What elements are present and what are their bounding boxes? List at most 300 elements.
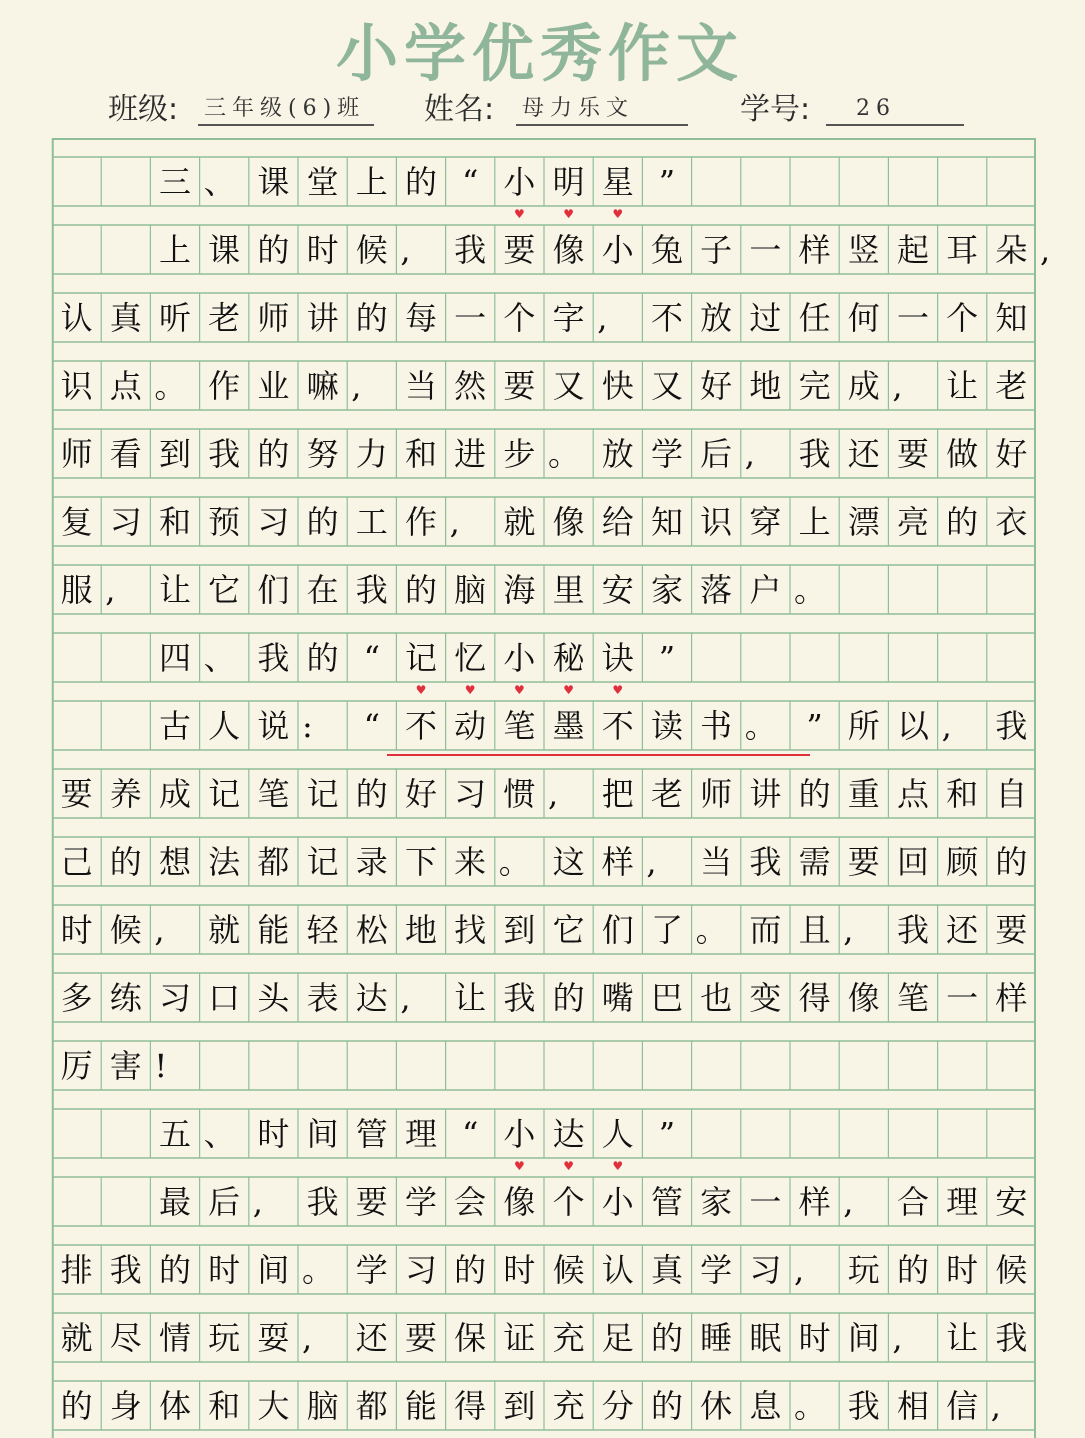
- grid-character: 和: [946, 775, 979, 813]
- grid-character: 后: [208, 1183, 241, 1221]
- grid-character: 练: [109, 979, 142, 1017]
- grid-character: 识: [700, 503, 733, 541]
- grid-character: 、: [203, 163, 236, 201]
- grid-character: ,: [1040, 231, 1051, 269]
- grid-character: 就: [208, 911, 241, 949]
- grid-character: 步: [503, 435, 536, 473]
- grid-character: 的: [404, 571, 437, 609]
- grid-character: 信: [946, 1387, 979, 1425]
- grid-character: 我: [454, 231, 487, 269]
- grid-character: 得: [454, 1387, 487, 1425]
- grid-character: 作: [208, 367, 241, 405]
- grid-character: 人: [601, 1115, 634, 1153]
- grid-character: 样: [798, 231, 831, 269]
- grid-character: 学: [355, 1251, 388, 1289]
- grid-character: 又: [552, 367, 585, 405]
- grid-character: 己: [60, 843, 93, 881]
- grid-character: ,: [843, 1183, 854, 1221]
- grid-character: 衣: [995, 503, 1028, 541]
- grid-character: ,: [400, 979, 411, 1017]
- grid-character: 、: [203, 1115, 236, 1153]
- grid-character: 何: [847, 299, 880, 337]
- grid-character: 三: [158, 163, 191, 201]
- grid-character: 像: [847, 979, 880, 1017]
- grid-character: 师: [257, 299, 290, 337]
- grid-character: 想: [158, 843, 191, 881]
- grid-character: 不: [650, 299, 683, 337]
- grid-character: 户: [749, 571, 782, 609]
- grid-character: 变: [749, 979, 782, 1017]
- grid-character: 证: [503, 1319, 536, 1357]
- grid-character: 我: [798, 435, 831, 473]
- grid-character: 充: [552, 1387, 585, 1425]
- grid-character: 朵: [995, 231, 1028, 269]
- grid-character: 讲: [306, 299, 339, 337]
- grid-character: 所: [847, 707, 880, 745]
- grid-character: 到: [503, 1387, 536, 1425]
- grid-character: 最: [158, 1183, 191, 1221]
- grid-character: 墨: [552, 707, 585, 745]
- grid-character: 好: [995, 435, 1028, 473]
- grid-character: 脑: [306, 1387, 339, 1425]
- grid-character: 的: [60, 1387, 93, 1425]
- grid-character: 的: [454, 1251, 487, 1289]
- grid-character: 要: [503, 231, 536, 269]
- grid-character: 课: [208, 231, 241, 269]
- grid-character: 的: [306, 639, 339, 677]
- grid-character: 还: [355, 1319, 388, 1357]
- grid-character: 。: [794, 1387, 827, 1425]
- grid-character: 这: [552, 843, 585, 881]
- grid-character: 笔: [896, 979, 929, 1017]
- grid-character: 耍: [257, 1319, 290, 1357]
- grid-character: 到: [503, 911, 536, 949]
- grid-character: 的: [650, 1319, 683, 1357]
- grid-character: 录: [355, 843, 388, 881]
- grid-character: 的: [404, 163, 437, 201]
- grid-character: 家: [700, 1183, 733, 1221]
- grid-character: 家: [650, 571, 683, 609]
- grid-character: ,: [154, 911, 165, 949]
- grid-character: 记: [306, 843, 339, 881]
- grid-character: 记: [306, 775, 339, 813]
- grid-character: 能: [257, 911, 290, 949]
- grid-character: 学: [700, 1251, 733, 1289]
- grid-character: 和: [404, 435, 437, 473]
- grid-character: 放: [601, 435, 634, 473]
- grid-character: 认: [60, 299, 93, 337]
- quote-underline: [387, 754, 810, 756]
- heart-mark-icon: ♥: [514, 207, 525, 221]
- grid-character: 地: [404, 911, 437, 949]
- grid-character: 记: [404, 639, 437, 677]
- grid-character: 的: [946, 503, 979, 541]
- grid-character: 达: [552, 1115, 585, 1153]
- grid-character: 我: [355, 571, 388, 609]
- grid-character: 力: [355, 435, 388, 473]
- grid-character: 完: [798, 367, 831, 405]
- grid-character: 把: [601, 775, 634, 813]
- grid-character: 字: [552, 299, 585, 337]
- grid-character: 像: [503, 1183, 536, 1221]
- grid-character: 睡: [700, 1319, 733, 1357]
- grid-character: 成: [847, 367, 880, 405]
- grid-character: 需: [798, 843, 831, 881]
- grid-character: 的: [896, 1251, 929, 1289]
- heart-mark-icon: ♥: [514, 683, 525, 697]
- grid-character: 要: [896, 435, 929, 473]
- grid-character: 间: [847, 1319, 880, 1357]
- grid-character: 要: [503, 367, 536, 405]
- grid-character: 习: [404, 1251, 437, 1289]
- grid-character: 个: [552, 1183, 585, 1221]
- grid-character: 不: [601, 707, 634, 745]
- grid-character: 我: [503, 979, 536, 1017]
- grid-character: 我: [208, 435, 241, 473]
- grid-character: 和: [158, 503, 191, 541]
- grid-character: 动: [454, 707, 487, 745]
- grid-character: 复: [60, 503, 93, 541]
- grid-character: “: [462, 1115, 479, 1153]
- page-title: 小学优秀作文: [335, 17, 744, 90]
- grid-character: 起: [896, 231, 929, 269]
- grid-character: 五: [158, 1115, 191, 1153]
- grid-character: 像: [552, 503, 585, 541]
- grid-character: 真: [109, 299, 142, 337]
- grid-character: ,: [351, 367, 362, 405]
- grid-character: 们: [257, 571, 290, 609]
- grid-character: 小: [601, 231, 634, 269]
- grid-character: 还: [847, 435, 880, 473]
- grid-character: ,: [941, 707, 952, 745]
- grid-character: 点: [109, 367, 142, 405]
- grid-character: ,: [105, 571, 116, 609]
- grid-character: 业: [257, 367, 290, 405]
- grid-character: 它: [552, 911, 585, 949]
- grid-character: 漂: [847, 503, 880, 541]
- grid-character: 表: [306, 979, 339, 1017]
- grid-character: 也: [700, 979, 733, 1017]
- grid-character: 。: [154, 367, 187, 405]
- grid-character: 厉: [60, 1047, 93, 1085]
- name-field: 母力乐文: [516, 92, 688, 126]
- grid-character: 间: [257, 1251, 290, 1289]
- grid-character: 读: [650, 707, 683, 745]
- writing-grid-paper: [52, 138, 1051, 1438]
- grid-character: ”: [658, 639, 676, 677]
- grid-character: “: [462, 163, 479, 201]
- grid-character: 老: [650, 775, 683, 813]
- grid-character: 就: [503, 503, 536, 541]
- grid-character: 时: [208, 1251, 241, 1289]
- grid-character: 就: [60, 1319, 93, 1357]
- grid-character: ,: [548, 775, 559, 813]
- grid-character: 达: [355, 979, 388, 1017]
- grid-character: 来: [454, 843, 487, 881]
- heart-mark-icon: ♥: [563, 1159, 574, 1173]
- grid-character: 轻: [306, 911, 339, 949]
- grid-character: 样: [995, 979, 1028, 1017]
- grid-character: 又: [650, 367, 683, 405]
- grid-character: 自: [995, 775, 1028, 813]
- grid-character: 工: [355, 503, 388, 541]
- grid-character: 。: [302, 1251, 335, 1289]
- grid-character: 。: [695, 911, 728, 949]
- grid-character: 子: [700, 231, 733, 269]
- heart-mark-icon: ♥: [415, 683, 427, 697]
- grid-character: ,: [843, 911, 854, 949]
- grid-character: 忆: [454, 639, 487, 677]
- grid-character: 诀: [601, 639, 634, 677]
- grid-character: 说: [257, 707, 290, 745]
- student-number-field: 26: [826, 92, 964, 126]
- grid-character: 得: [798, 979, 831, 1017]
- grid-character: 要: [404, 1319, 437, 1357]
- grid-character: 个: [503, 299, 536, 337]
- grid-character: 耳: [946, 231, 979, 269]
- grid-character: 间: [306, 1115, 339, 1153]
- grid-character: ”: [806, 707, 823, 745]
- grid-character: 知: [995, 299, 1028, 337]
- grid-character: 时: [946, 1251, 979, 1289]
- grid-character: ”: [658, 163, 676, 201]
- grid-character: 的: [257, 435, 290, 473]
- grid-character: 知: [650, 503, 683, 541]
- grid-character: 书: [700, 707, 733, 745]
- grid-character: 分: [601, 1387, 634, 1425]
- grid-character: 、: [203, 639, 236, 677]
- grid-character: 候: [995, 1251, 1028, 1289]
- grid-character: 习: [109, 503, 142, 541]
- grid-character: 后: [700, 435, 733, 473]
- grid-character: 我: [306, 1183, 339, 1221]
- grid-character: 玩: [208, 1319, 241, 1357]
- grid-character: 让: [946, 367, 979, 405]
- grid-character: 落: [700, 571, 733, 609]
- grid-character: “: [363, 707, 380, 745]
- grid-character: 好: [404, 775, 437, 813]
- grid-character: 成: [158, 775, 191, 813]
- grid-character: 小: [503, 639, 536, 677]
- grid-character: ,: [744, 435, 755, 473]
- grid-character: 服: [60, 571, 93, 609]
- grid-character: ”: [658, 1115, 676, 1153]
- grid-character: 顾: [946, 843, 979, 881]
- grid-character: 海: [503, 571, 536, 609]
- grid-character: 师: [60, 435, 93, 473]
- heart-mark-icon: ♥: [514, 1159, 525, 1173]
- grid-character: 每: [404, 299, 437, 337]
- grid-character: 地: [749, 367, 782, 405]
- grid-character: 做: [946, 435, 979, 473]
- grid-character: 下: [404, 843, 437, 881]
- grid-character: 穿: [749, 503, 782, 541]
- grid-character: 上: [355, 163, 388, 201]
- grid-character: 让: [946, 1319, 979, 1357]
- grid-character: 四: [158, 639, 191, 677]
- grid-character: 的: [257, 231, 290, 269]
- grid-character: 安: [601, 571, 634, 609]
- grid-character: 要: [60, 775, 93, 813]
- grid-character: 尽: [109, 1319, 142, 1357]
- grid-character: 保: [454, 1319, 487, 1357]
- grid-character: 在: [306, 571, 339, 609]
- heart-mark-icon: ♥: [563, 683, 574, 697]
- grid-character: 堂: [306, 163, 339, 201]
- grid-character: 作: [404, 503, 437, 541]
- grid-character: 到: [158, 435, 191, 473]
- grid-character: “: [363, 639, 380, 677]
- grid-character: 个: [946, 299, 979, 337]
- grid-character: 一: [454, 299, 487, 337]
- grid-character: 秘: [552, 639, 585, 677]
- grid-character: 师: [700, 775, 733, 813]
- grid-character: 的: [158, 1251, 191, 1289]
- grid-character: 都: [257, 843, 290, 881]
- grid-character: 和: [208, 1387, 241, 1425]
- grid-character: 玩: [847, 1251, 880, 1289]
- heart-mark-icon: ♥: [612, 1159, 624, 1173]
- grid-character: 一: [946, 979, 979, 1017]
- grid-character: 理: [946, 1183, 979, 1221]
- grid-character: 时: [306, 231, 339, 269]
- grid-character: 听: [158, 299, 191, 337]
- grid-character: 能: [404, 1387, 437, 1425]
- grid-character: 时: [60, 911, 93, 949]
- grid-character: 嘴: [601, 979, 634, 1017]
- grid-character: 的: [109, 843, 142, 881]
- grid-character: 小: [601, 1183, 634, 1221]
- grid-character: 相: [896, 1387, 929, 1425]
- grid-character: 找: [454, 911, 487, 949]
- heart-mark-icon: ♥: [612, 207, 624, 221]
- grid-character: ,: [400, 231, 411, 269]
- grid-character: 休: [700, 1387, 733, 1425]
- grid-character: 样: [601, 843, 634, 881]
- grid-character: 课: [257, 163, 290, 201]
- grid-character: 样: [798, 1183, 831, 1221]
- grid-character: 看: [109, 435, 142, 473]
- heart-mark-icon: ♥: [563, 207, 574, 221]
- grid-character: ,: [252, 1183, 263, 1221]
- grid-character: :: [302, 707, 313, 745]
- grid-character: 我: [995, 1319, 1028, 1357]
- grid-character: 我: [995, 707, 1028, 745]
- grid-character: 老: [208, 299, 241, 337]
- grid-character: 的: [355, 299, 388, 337]
- grid-character: 了: [650, 911, 683, 949]
- grid-character: 然: [454, 367, 487, 405]
- grid-character: 害: [109, 1047, 142, 1085]
- grid-character: 管: [355, 1115, 388, 1153]
- grid-character: 古: [158, 707, 191, 745]
- grid-character: 小: [503, 163, 536, 201]
- grid-character: ,: [302, 1319, 313, 1357]
- grid-character: 讲: [749, 775, 782, 813]
- grid-character: 时: [503, 1251, 536, 1289]
- grid-character: 大: [257, 1387, 290, 1425]
- grid-character: 过: [749, 299, 782, 337]
- grid-character: 头: [257, 979, 290, 1017]
- grid-character: 巴: [650, 979, 683, 1017]
- grid-character: 。: [794, 571, 827, 609]
- grid-character: 足: [601, 1319, 634, 1357]
- grid-character: 进: [454, 435, 487, 473]
- grid-character: 当: [404, 367, 437, 405]
- grid-character: ,: [646, 843, 657, 881]
- grid-character: 理: [404, 1115, 437, 1153]
- grid-character: 学: [404, 1183, 437, 1221]
- grid-character: 且: [798, 911, 831, 949]
- grid-character: 候: [552, 1251, 585, 1289]
- grid-character: 我: [749, 843, 782, 881]
- grid-character: 真: [650, 1251, 683, 1289]
- grid-character: 放: [700, 299, 733, 337]
- grid-character: 笔: [503, 707, 536, 745]
- grid-character: 多: [60, 979, 93, 1017]
- grid-character: ,: [597, 299, 608, 337]
- grid-character: 老: [995, 367, 1028, 405]
- grid-character: 管: [650, 1183, 683, 1221]
- grid-character: 时: [257, 1115, 290, 1153]
- grid-character: 身: [109, 1387, 142, 1425]
- grid-character: 任: [798, 299, 831, 337]
- grid-character: 口: [208, 979, 241, 1017]
- class-label: 班级:: [108, 92, 179, 127]
- grid-character: 明: [552, 163, 585, 201]
- grid-character: 亮: [896, 503, 929, 541]
- grid-character: 候: [109, 911, 142, 949]
- grid-character: 要: [995, 911, 1028, 949]
- student-number-label: 学号:: [740, 92, 811, 127]
- grid-character: 们: [601, 911, 634, 949]
- grid-character: 。: [498, 843, 531, 881]
- grid-character: ,: [449, 503, 460, 541]
- grid-character: 它: [208, 571, 241, 609]
- grid-character: 松: [355, 911, 388, 949]
- heart-mark-icon: ♥: [464, 683, 476, 697]
- grid-character: 眠: [749, 1319, 782, 1357]
- grid-character: 让: [454, 979, 487, 1017]
- grid-character: 竖: [847, 231, 880, 269]
- heart-mark-icon: ♥: [612, 683, 624, 697]
- grid-character: 候: [355, 231, 388, 269]
- grid-character: 要: [355, 1183, 388, 1221]
- grid-character: 识: [60, 367, 93, 405]
- grid-character: 重: [847, 775, 880, 813]
- grid-character: 。: [744, 707, 777, 745]
- grid-character: 回: [896, 843, 929, 881]
- grid-character: ,: [990, 1387, 1001, 1425]
- grid-character: 。: [548, 435, 581, 473]
- grid-character: 习: [257, 503, 290, 541]
- grid-character: 情: [158, 1319, 191, 1357]
- grid-character: 努: [306, 435, 339, 473]
- grid-character: 养: [109, 775, 142, 813]
- grid-character: 像: [552, 231, 585, 269]
- grid-character: 以: [896, 707, 929, 745]
- grid-character: 一: [749, 1183, 782, 1221]
- grid-character: 笔: [257, 775, 290, 813]
- grid-character: ,: [892, 1319, 903, 1357]
- grid-character: 体: [158, 1387, 191, 1425]
- grid-character: 嘛: [306, 367, 339, 405]
- grid-character: 安: [995, 1183, 1028, 1221]
- grid-character: 的: [650, 1387, 683, 1425]
- grid-character: 都: [355, 1387, 388, 1425]
- grid-character: 一: [896, 299, 929, 337]
- name-label: 姓名:: [424, 92, 495, 127]
